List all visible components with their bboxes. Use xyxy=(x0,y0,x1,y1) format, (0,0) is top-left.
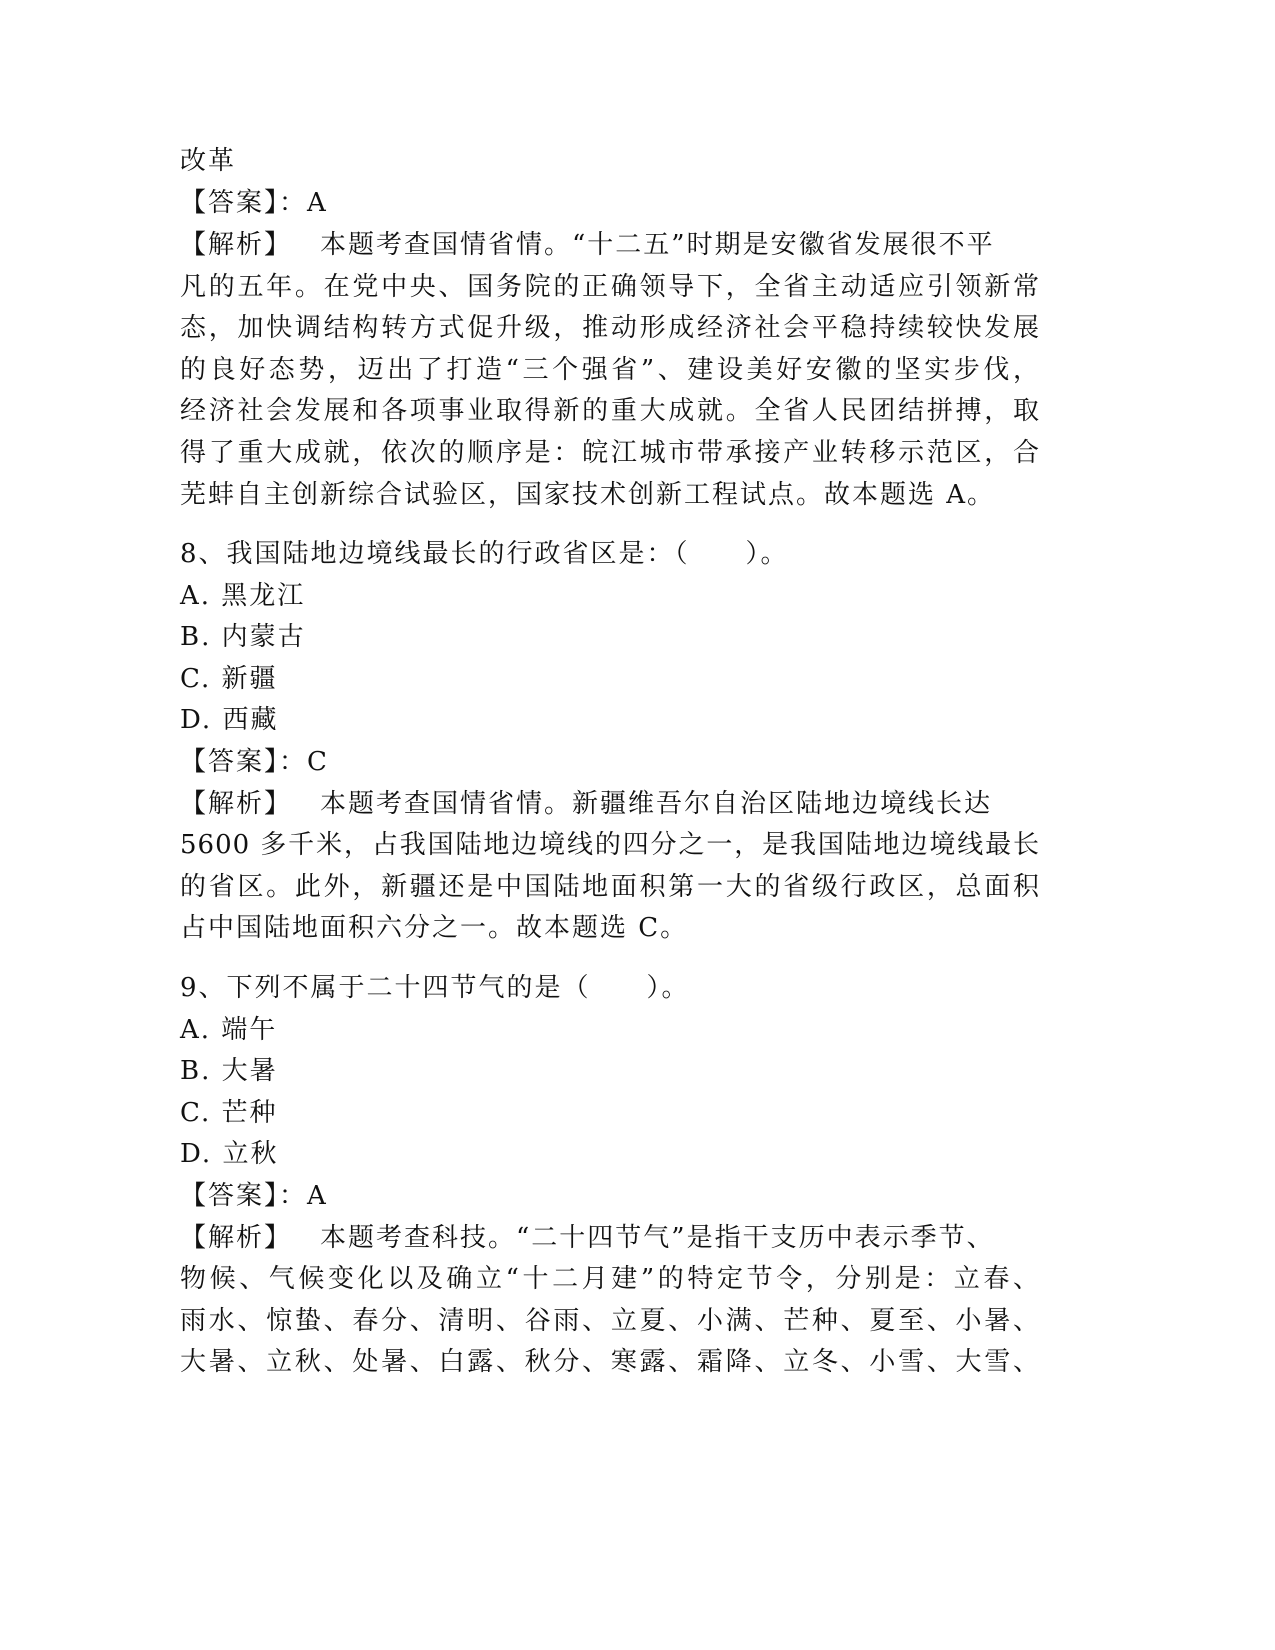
q8-option-b: B. 内蒙古 xyxy=(180,622,306,652)
q7-analysis-label: 【解析】 xyxy=(180,230,293,260)
q8-analysis-line-3: 的省区。此外，新疆还是中国陆地面积第一大的省级行政区，总面积 xyxy=(180,872,1040,902)
q7-analysis-line-4: 的良好态势，迈出了打造“三个强省”、建设美好安徽的坚实步伐， xyxy=(180,355,1040,385)
q8-analysis-line-1 xyxy=(180,786,1040,826)
q7-analysis-line-7: 芜蚌自主创新综合试验区，国家技术创新工程试点。故本题选 A。 xyxy=(180,480,996,510)
q7-analysis-text: 本题考查国情省情。“十二五”时期是安徽省发展很不平 xyxy=(320,230,995,260)
q9-question: 9、下列不属于二十四节气的是（ ）。 xyxy=(180,973,690,1003)
q8-analysis-text: 本题考查国情省情。新疆维吾尔自治区陆地边境线长达 xyxy=(320,789,993,819)
q8-analysis-line-2: 5600 多千米，占我国陆地边境线的四分之一，是我国陆地边境线最长 xyxy=(180,830,1040,860)
q9-answer-label: 【答案】： xyxy=(180,1181,308,1211)
q7-analysis-line-2: 凡的五年。在党中央、国务院的正确领导下，全省主动适应引领新常 xyxy=(180,272,1040,302)
q9-option-a: A. 端午 xyxy=(180,1015,278,1045)
q9-option-c: C. 芒种 xyxy=(180,1098,278,1128)
q8-question: 8、我国陆地边境线最长的行政省区是：（ ）。 xyxy=(180,539,789,569)
q7-option-continuation: 改革 xyxy=(180,146,237,176)
q7-answer xyxy=(180,185,1040,225)
q8-option-a: A. 黑龙江 xyxy=(180,581,306,611)
q7-answer-value: A xyxy=(307,188,328,218)
q8-analysis-label: 【解析】 xyxy=(180,789,293,819)
q7-analysis-line-3: 态，加快调结构转方式促升级，推动形成经济社会平稳持续较快发展 xyxy=(180,313,1040,343)
q8-answer xyxy=(180,744,1040,784)
q9-analysis-label: 【解析】 xyxy=(180,1223,293,1253)
q8-answer-value: C xyxy=(307,747,329,777)
q9-analysis-line-1 xyxy=(180,1220,1040,1260)
q9-analysis-line-4: 大暑、立秋、处暑、白露、秋分、寒露、霜降、立冬、小雪、大雪、 xyxy=(180,1347,1040,1377)
q9-analysis-line-3: 雨水、惊蛰、春分、清明、谷雨、立夏、小满、芒种、夏至、小暑、 xyxy=(180,1306,1040,1336)
q7-answer-label: 【答案】： xyxy=(180,188,308,218)
q8-option-c: C. 新疆 xyxy=(180,664,278,694)
q8-option-d: D. 西藏 xyxy=(180,705,279,735)
q8-analysis-line-4: 占中国陆地面积六分之一。故本题选 C。 xyxy=(180,913,689,943)
q7-analysis-line-5: 经济社会发展和各项事业取得新的重大成就。全省人民团结拼搏，取 xyxy=(180,396,1040,426)
q9-answer-value: A xyxy=(307,1181,328,1211)
q9-analysis-text: 本题考查科技。“二十四节气”是指干支历中表示季节、 xyxy=(320,1223,995,1253)
q7-analysis-line-6: 得了重大成就，依次的顺序是：皖江城市带承接产业转移示范区，合 xyxy=(180,438,1040,468)
q9-answer xyxy=(180,1178,1040,1218)
q7-analysis-line-1 xyxy=(180,227,1040,267)
q8-answer-label: 【答案】： xyxy=(180,747,308,777)
q9-option-d: D. 立秋 xyxy=(180,1139,279,1169)
q9-analysis-line-2: 物候、气候变化以及确立“十二月建”的特定节令，分别是：立春、 xyxy=(180,1264,1040,1294)
q9-option-b: B. 大暑 xyxy=(180,1056,278,1086)
